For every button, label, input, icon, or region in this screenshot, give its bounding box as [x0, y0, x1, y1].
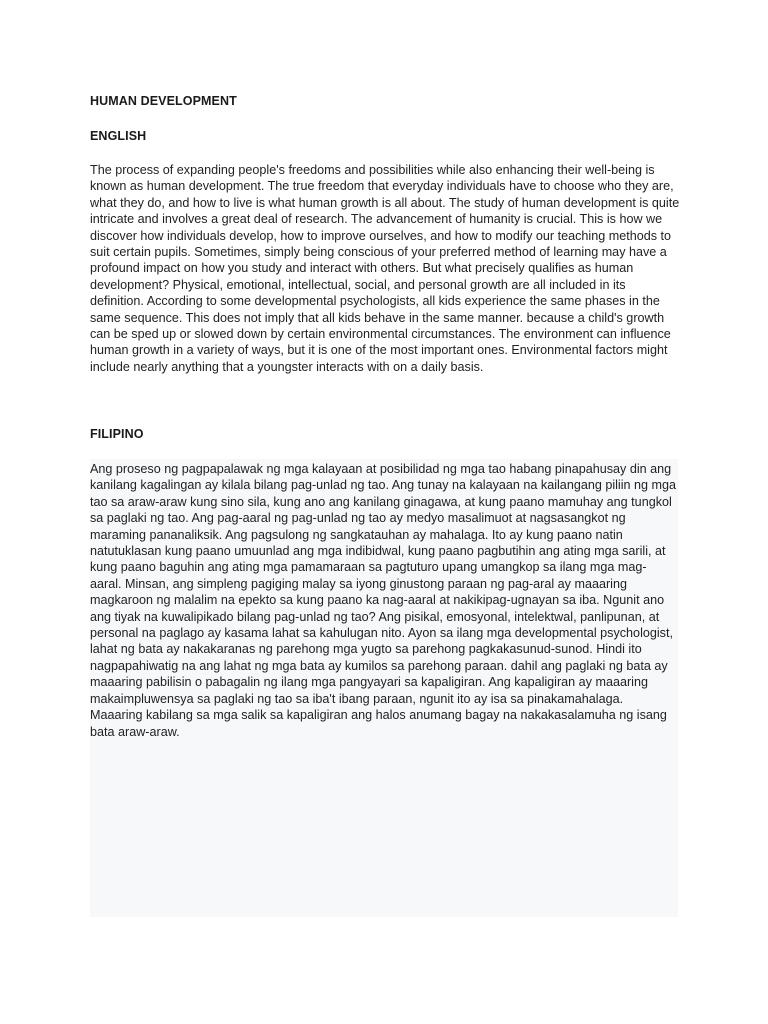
- filipino-text-box: [90, 459, 678, 917]
- section-heading-english: ENGLISH: [90, 129, 147, 143]
- section-body-english: The process of expanding people's freedoms and possibilities while also enhancing their well-being is known as human development. The true freedom that everyday individuals have to choose who they are, what they do, and how to live is what human growth is all about. The study of human development is quite intricate and involves a great deal of research. The advancement of humanity is crucial. This is how we discover how individuals develop, how to improve ourselves, and how to modify our teaching methods to suit certain pupils. Sometimes, simply being conscious of your preferred method of learning may have a profound impact on how you study and interact with others. But what precisely qualifies as human development? Physical, emotional, intellectual, social, and personal growth are all included in its definition. According to some developmental psychologists, all kids experience the same phases in the same sequence. This does not imply that all kids behave in the same manner. because a child's growth can be sped up or slowed down by certain environmental circumstances. The environment can influence human growth in a variety of ways, but it is one of the most important ones. Environmental factors might include nearly anything that a youngster interacts with on a daily basis.: [90, 163, 680, 374]
- page-title: HUMAN DEVELOPMENT: [90, 94, 237, 108]
- section-body-filipino: Ang proseso ng pagpapalawak ng mga kalayaan at posibilidad ng mga tao habang pinapahusay din ang kanilang kagalingan ay kilala bilang pag-unlad ng tao. Ang tunay na kalayaan na kailangang piliin ng mga tao sa araw-araw kung sino sila, kung ano ang kanilang ginagawa, at kung paano mamuhay ang tungkol sa paglaki ng tao. Ang pag-aaral ng pag-unlad ng tao ay medyo masalimuot at nagsasangkot ng maraming pananaliksik. Ang pagsulong ng sangkatauhan ay mahalaga. Ito ay kung paano natin natutuklasan kung paano umuunlad ang mga indibidwal, kung paano pagbutihin ang ating mga sarili, at kung paano baguhin ang ating mga pamamaraan sa pagtuturo upang umangkop sa ilang mga mag-aaral. Minsan, ang simpleng pagiging malay sa iyong ginustong paraan ng pag-aral ay maaaring magkaroon ng malalim na epekto sa kung paano ka nag-aaral at nakikipag-ugnayan sa iba. Ngunit ano ang tiyak na kuwalipikado bilang pag-unlad ng tao? Ang pisikal, emosyonal, intelektwal, panlipunan, at personal na paglago ay kasama lahat sa kahulugan nito. Ayon sa ilang mga developmental psychologist, lahat ng bata ay nakakaranas ng parehong mga yugto sa parehong pagkakasunud-sunod. Hindi ito nagpapahiwatig na ang lahat ng mga bata ay kumilos sa parehong paraan. dahil ang paglaki ng bata ay maaaring pabilisin o pabagalin ng ilang mga pangyayari sa kapaligiran. Ang kapaligiran ay maaaring makaimpluwensya sa paglaki ng tao sa iba't ibang paraan, ngunit ito ay isa sa pinakamahalaga. Maaaring kabilang sa mga salik sa kapaligiran ang halos anumang bagay na nakakasalamuha ng isang bata araw-araw.: [90, 462, 677, 739]
- section-heading-filipino: FILIPINO: [90, 427, 144, 441]
